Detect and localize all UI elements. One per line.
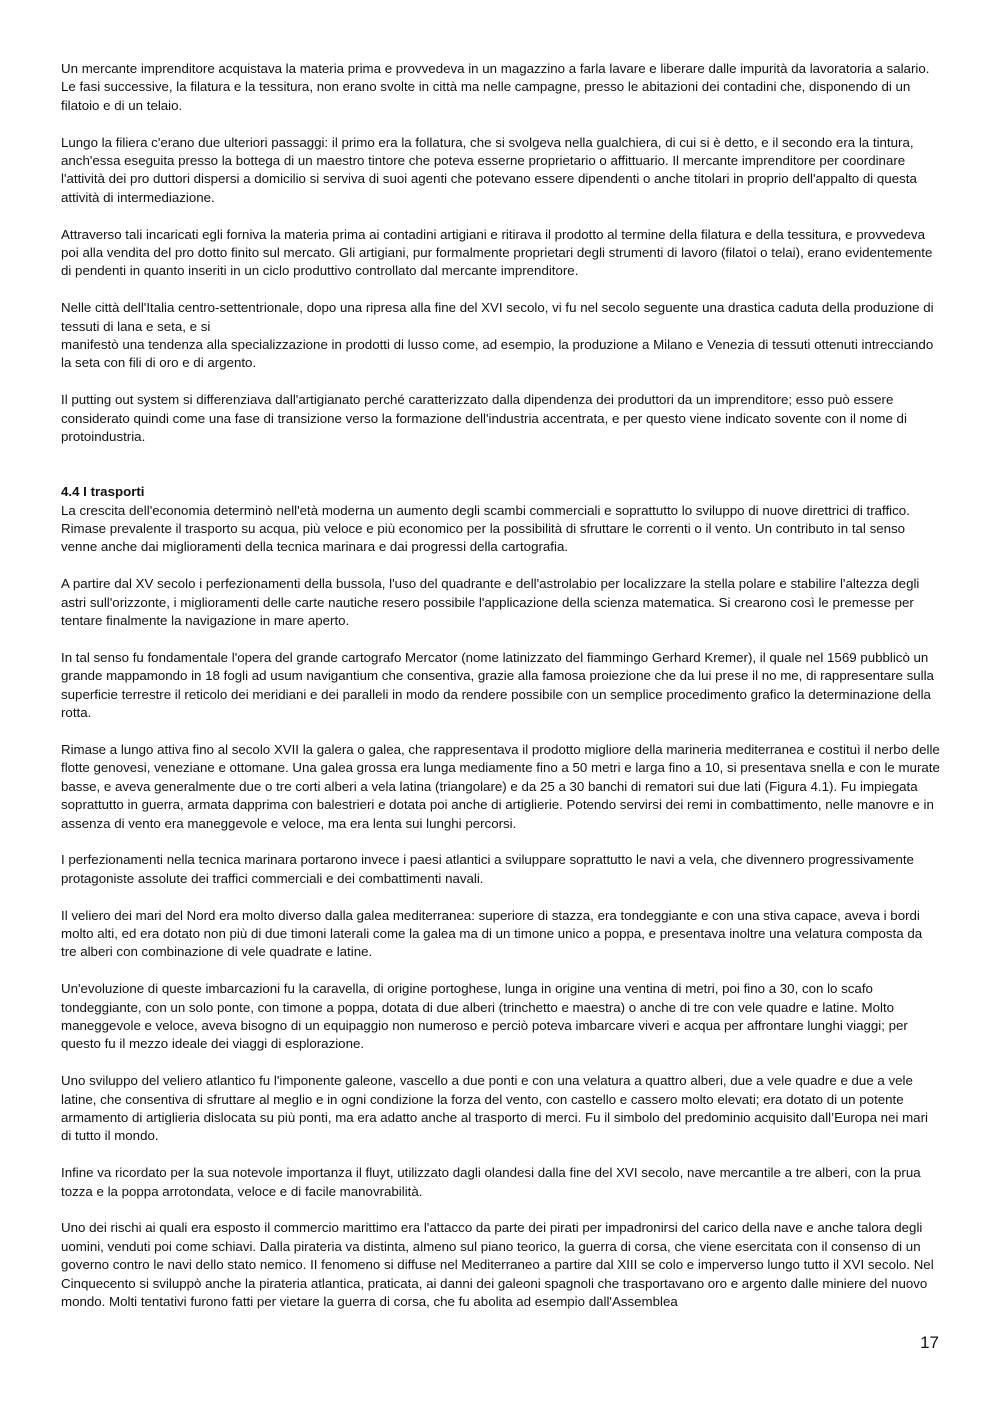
section-intro: La crescita dell'economia determinò nell'età moderna un aumento degli scambi commerciali e soprattutto lo sviluppo di nuove direttrici di traffico. Rimase prevalente il trasporto su acqua, più veloce e più economico per la possibilità di sfruttare le correnti o il vento. Un contributo in tal senso venne anche dai miglioramenti della tecnica marinara e dai progressi della cartografia. — [61, 502, 910, 555]
paragraph-galea: Rimase a lungo attiva fino al secolo XVII la galera o galea, che rappresentava il prodotto migliore della marineria mediterranea e costituì il nerbo delle flotte genovesi, veneziane e ottomane. Una galea grossa era lunga mediamente fino a 50 metri e larga fino a 10, si presentava snella e con le murate basse, e aveva generalmente due o tre corti alberi a vela latina (triangolare) e da 25 a 30 banchi di rematori sui due lati (Figura 4.1). Fu impiegata soprattutto in guerra, armata dapprima con balestrieri e dotata poi anche di artiglierie. Potendo servirsi dei remi in combattimento, nelle manovre e in assenza di vento era maneggevole e veloce, ma era lenta sui lunghi percorsi. — [61, 741, 940, 831]
paragraph-pirati: Uno dei rischi ai quali era esposto il commercio marittimo era l'attacco da parte dei pirati per impadronirsi del carico della nave e anche talora degli uomini, venduti poi come schiavi. Dalla pirateria va distinta, almeno sul piano teorico, la guerra di corsa, che viene esercitata con il consenso di un governo contro le navi dello stato nemico. II fenomeno si diffuse nel Mediterraneo a partire dal XIII se colo e imperverso lungo tutto il XVI secolo. Nel Cinquecento si sviluppò anche la pirateria atlantica, praticata, ai danni dei galeoni spagnoli che trasportavano oro e argento dalle miniere del nuovo mondo. Molti tentativi furono fatti per vietare la guerra di corsa, che fu abolita ad esempio dall'Assemblea — [61, 1220, 934, 1309]
document-page — [61, 60, 941, 1330]
paragraph-navi-vela: I perfezionamenti nella tecnica marinara portarono invece i paesi atlantici a sviluppare soprattutto le navi a vela, che divennero progressivamente protagoniste assolute dei traffici commerciali e dei combattimenti navali. — [61, 852, 914, 886]
paragraph-galeone: Uno sviluppo del veliero atlantico fu l'imponente galeone, vascello a due ponti e con una velatura a quattro alberi, due a vele quadre e due a vele latine, che consentiva di sfruttare al meglio e in ogni condizione la forza del vento, con castello e cassero molto elevati; era dotato di un potente armamento di artiglieria dislocata su più ponti, ma era adatto anche al trasporto di merci. Fu il simbolo del predominio acquisito dall’Europa nei mari di tutto il mondo. — [61, 1073, 928, 1144]
paragraph-bussola: A partire dal XV secolo i perfezionamenti della bussola, l'uso del quadrante e dell'astrolabio per localizzare la stella polare e stabilire l'altezza degli astri sull'orizzonte, i miglioramenti delle carte nautiche resero possibile l'applicazione della scienza matematica. Si crearono così le premesse per tentare finalmente la navigazione in mare aperto. — [61, 576, 920, 629]
paragraph-caravella: Un'evoluzione di queste imbarcazioni fu la caravella, di origine portoghese, lunga in origine una ventina di metri, poi fino a 30, con lo scafo tondeggiante, con un solo ponte, con timone a poppa, dotata di due alberi (trinchetto e maestra) o anche di tre con vele quadre e latine. Molto maneggevole e veloce, aveva bisogno di un equipaggio non numeroso e perciò poteva imbarcare viveri e acqua per affrontare lunghi viaggi; per questo fu il mezzo ideale dei viaggi di esplorazione. — [61, 981, 908, 1052]
paragraph-citta-italia-line2: manifestò una tendenza alla specializzazione in prodotti di lusso come, ad esempio, la produzione a Milano e Venezia di tessuti ottenuti intrecciando la seta con fili di oro e di argento. — [61, 337, 934, 371]
paragraph-incaricati: Attraverso tali incaricati egli forniva la materia prima ai contadini artigiani e ritirava il prodotto al termine della filatura e della tessitura, e provvedeva poi alla vendita del pro dotto finito sul mercato. Gli artigiani, pur formalmente proprietari degli strumenti di lavoro (filatoi o telai), erano evidentemente di pendenti in quanto inseriti in un ciclo produttivo controllato dal mercante imprenditore. — [61, 226, 933, 279]
section-heading: 4.4 I trasporti — [61, 484, 145, 500]
paragraph-filiera: Lungo la filiera c'erano due ulteriori passaggi: il primo era la follatura, che si svolgeva nella gualchiera, di cui si è detto, e il secondo era la tintura, anch'essa eseguita presso la bottega di un maestro tintore che poteva esserne proprietario o affittuario. Il mercante imprenditore per coordinare l'attività dei pro duttori dispersi a domicilio si serviva di suoi agenti che potevano essere dipendenti o anche titolari in proprio dell'appalto di questa attività di intermediazione. — [61, 134, 917, 205]
spacer — [61, 465, 941, 483]
paragraph-citta-italia-line1: Nelle città dell'Italia centro-settentrionale, dopo una ripresa alla fine del XVI secolo, vi fu nel secolo seguente una drastica caduta della produzione di tessuti di lana e seta, e si — [61, 300, 934, 334]
paragraph-fluyt: Infine va ricordato per la sua notevole importanza il fluyt, utilizzato dagli olandesi dalla fine del XVI secolo, nave mercantile a tre alberi, con la prua tozza e la poppa arrotondata, veloce e di facile manovrabilità. — [61, 1165, 921, 1199]
paragraph-mercante: Un mercante imprenditore acquistava la materia prima e provvedeva in un magazzino a farla lavare e liberare dalle impurità da lavoratoria a salario. Le fasi successive, la filatura e la tessitura, non erano svolte in città ma nelle campagne, presso le abitazioni dei contadini che, disponendo di un filatoio e di un telaio. — [61, 61, 930, 113]
page-number: 17 — [920, 1333, 939, 1352]
paragraph-veliero: Il veliero dei mari del Nord era molto diverso dalla galea mediterranea: superiore di stazza, era tondeggiante e con una stiva capace, aveva i bordi molto alti, ed era dotato non più di due timoni laterali come la galea ma di un timone unico a poppa, e presentava inoltre una velatura composta da tre alberi con combinazione di vele quadrate e latine. — [61, 907, 923, 960]
section-trasporti — [61, 483, 941, 557]
paragraph-citta-italia — [61, 299, 941, 373]
paragraph-putting-out: Il putting out system si differenziava dall'artigianato perché caratterizzato dalla dipendenza dei produttori da un imprenditore; esso può essere considerato quindi come una fase di transizione verso la formazione dell'industria accentrata, e per questo viene indicato sovente con il nome di protoindustria. — [61, 392, 907, 445]
paragraph-mercator: In tal senso fu fondamentale l'opera del grande cartografo Mercator (nome latinizzato del fiammingo Gerhard Kremer), il quale nel 1569 pubblicò un grande mappamondo in 18 fogli ad usum navigantium che consentiva, grazie alla famosa proiezione che da lui prese il no me, di rappresentare sulla superficie terrestre il reticolo dei meridiani e dei paralleli in modo da rendere possibile con un semplice procedimento grafico la determinazione della rotta. — [61, 649, 934, 721]
